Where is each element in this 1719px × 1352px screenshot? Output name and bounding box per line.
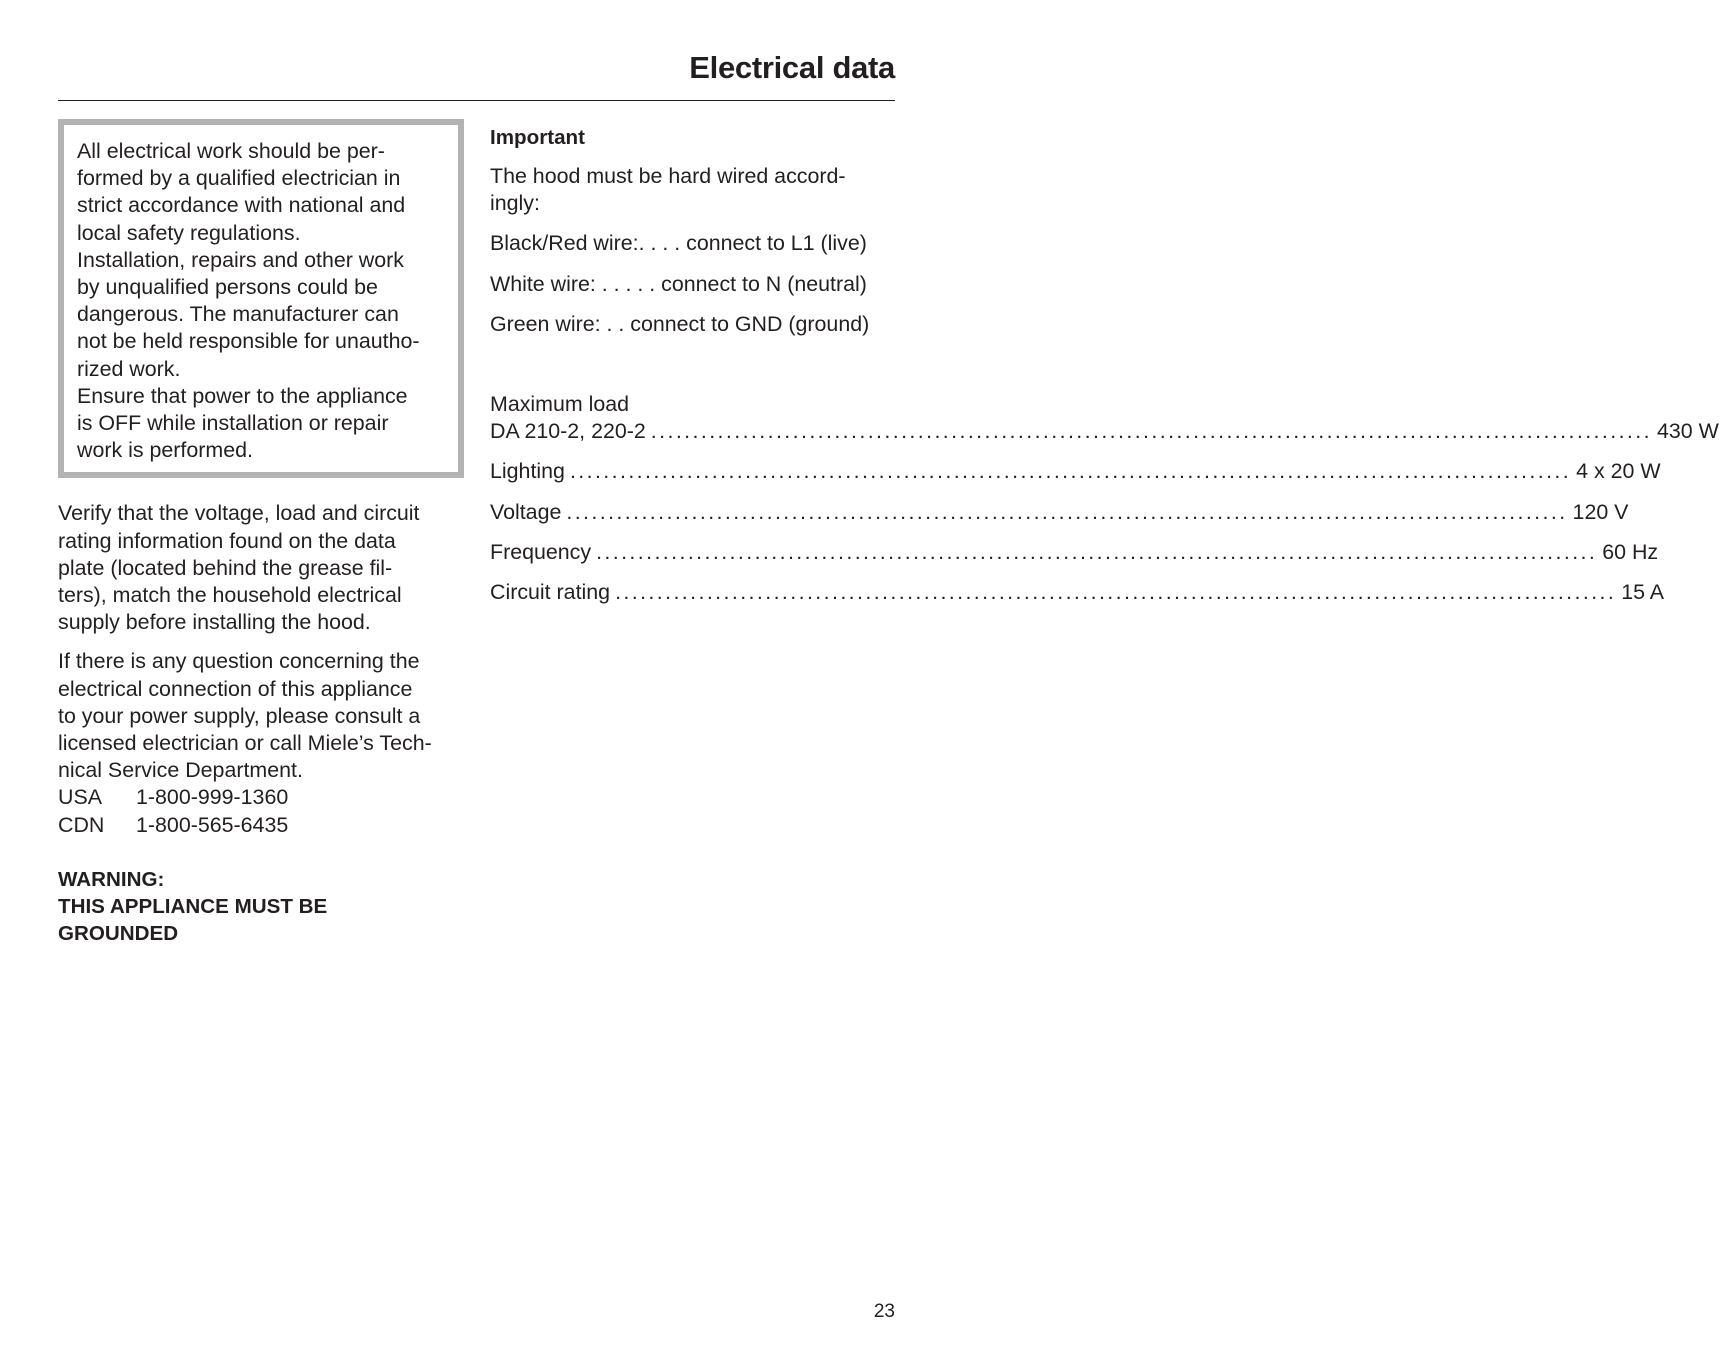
question-line: licensed electrician or call Miele’s Tech- (58, 731, 432, 756)
dot-leader: ........................................................................................................................ (650, 419, 1652, 444)
question-line: If there is any question concerning the (58, 649, 420, 674)
wire-white: White wire: . . . . . connect to N (neutral) (490, 271, 867, 296)
spec-row-lighting (490, 458, 1661, 485)
spec-value: 4 x 20 W (1576, 459, 1661, 484)
verify-line: ters), match the household electrical (58, 583, 402, 608)
notice-line: dangerous. The manufacturer can (77, 302, 399, 327)
important-heading: Important (490, 126, 585, 149)
spec-label: DA 210-2, 220-2 (490, 419, 646, 444)
phone-number: 1-800-999-1360 (136, 785, 289, 810)
spec-label: Lighting (490, 459, 565, 484)
spec-value: 60 Hz (1602, 539, 1659, 564)
notice-line: rized work. (77, 356, 181, 381)
wire-black-red: Black/Red wire:. . . . connect to L1 (live) (490, 231, 867, 256)
warning-line: THIS APPLIANCE MUST BE (58, 895, 328, 919)
page-title: Electrical data (689, 50, 895, 85)
phone-country: CDN (58, 812, 105, 837)
question-line: electrical connection of this appliance (58, 676, 413, 701)
verify-line: supply before installing the hood. (58, 610, 371, 635)
wire-green: Green wire: . . connect to GND (ground) (490, 311, 870, 336)
spec-label: Voltage (490, 499, 562, 524)
hardwire-paragraph (490, 163, 895, 217)
notice-line: Ensure that power to the appliance (77, 383, 408, 408)
question-paragraph (58, 648, 464, 838)
dot-leader: ........................................................................................................................ (615, 580, 1617, 605)
dot-leader: ........................................................................................................................ (569, 459, 1572, 484)
phone-country: USA (58, 785, 102, 810)
hardwire-line: ingly: (490, 191, 540, 216)
hardwire-line: The hood must be hard wired accord- (490, 164, 846, 188)
phone-usa (58, 784, 464, 811)
spec-value: 430 W (1656, 419, 1719, 444)
grounding-warning (58, 866, 464, 948)
spec-row-frequency (490, 539, 1659, 566)
notice-line: All electrical work should be per- (77, 139, 385, 163)
notice-line: strict accordance with national and (77, 193, 406, 218)
question-line: to your power supply, please consult a (58, 703, 421, 728)
notice-line: is OFF while installation or repair (77, 411, 389, 436)
max-load-label: Maximum load (490, 392, 630, 417)
spec-row-voltage (490, 499, 1629, 526)
spec-value: 15 A (1621, 580, 1665, 605)
phone-number: 1-800-565-6435 (136, 812, 289, 837)
notice-line: formed by a qualified electrician in (77, 166, 401, 191)
dot-leader: ........................................................................................................................ (596, 539, 1598, 564)
warning-line: WARNING: (58, 867, 165, 891)
spec-label: Circuit rating (490, 580, 611, 605)
verify-line: plate (located behind the grease fil- (58, 555, 393, 580)
notice-line: Installation, repairs and other work (77, 247, 404, 272)
notice-line: by unqualified persons could be (77, 275, 378, 300)
question-line: nical Service Department. (58, 758, 303, 783)
dot-leader: ........................................................................................................................ (566, 499, 1568, 524)
warning-line: GROUNDED (58, 922, 179, 946)
verify-paragraph (58, 500, 464, 636)
notice-line: local safety regulations. (77, 220, 301, 245)
phone-cdn (58, 812, 464, 839)
left-column (58, 119, 464, 947)
right-column (490, 124, 1719, 606)
safety-notice-box (58, 119, 464, 478)
verify-line: Verify that the voltage, load and circuit (58, 501, 420, 526)
notice-line: work is performed. (77, 438, 253, 463)
verify-line: rating information found on the data (58, 528, 396, 553)
spec-row-circuit-rating (490, 579, 1665, 606)
page-number: 23 (873, 1301, 895, 1322)
spec-label: Frequency (490, 539, 592, 564)
spec-value: 120 V (1572, 499, 1629, 524)
header-rule (58, 100, 895, 101)
notice-line: not be held responsible for unautho- (77, 329, 420, 354)
spec-row-max-load (490, 418, 1719, 445)
